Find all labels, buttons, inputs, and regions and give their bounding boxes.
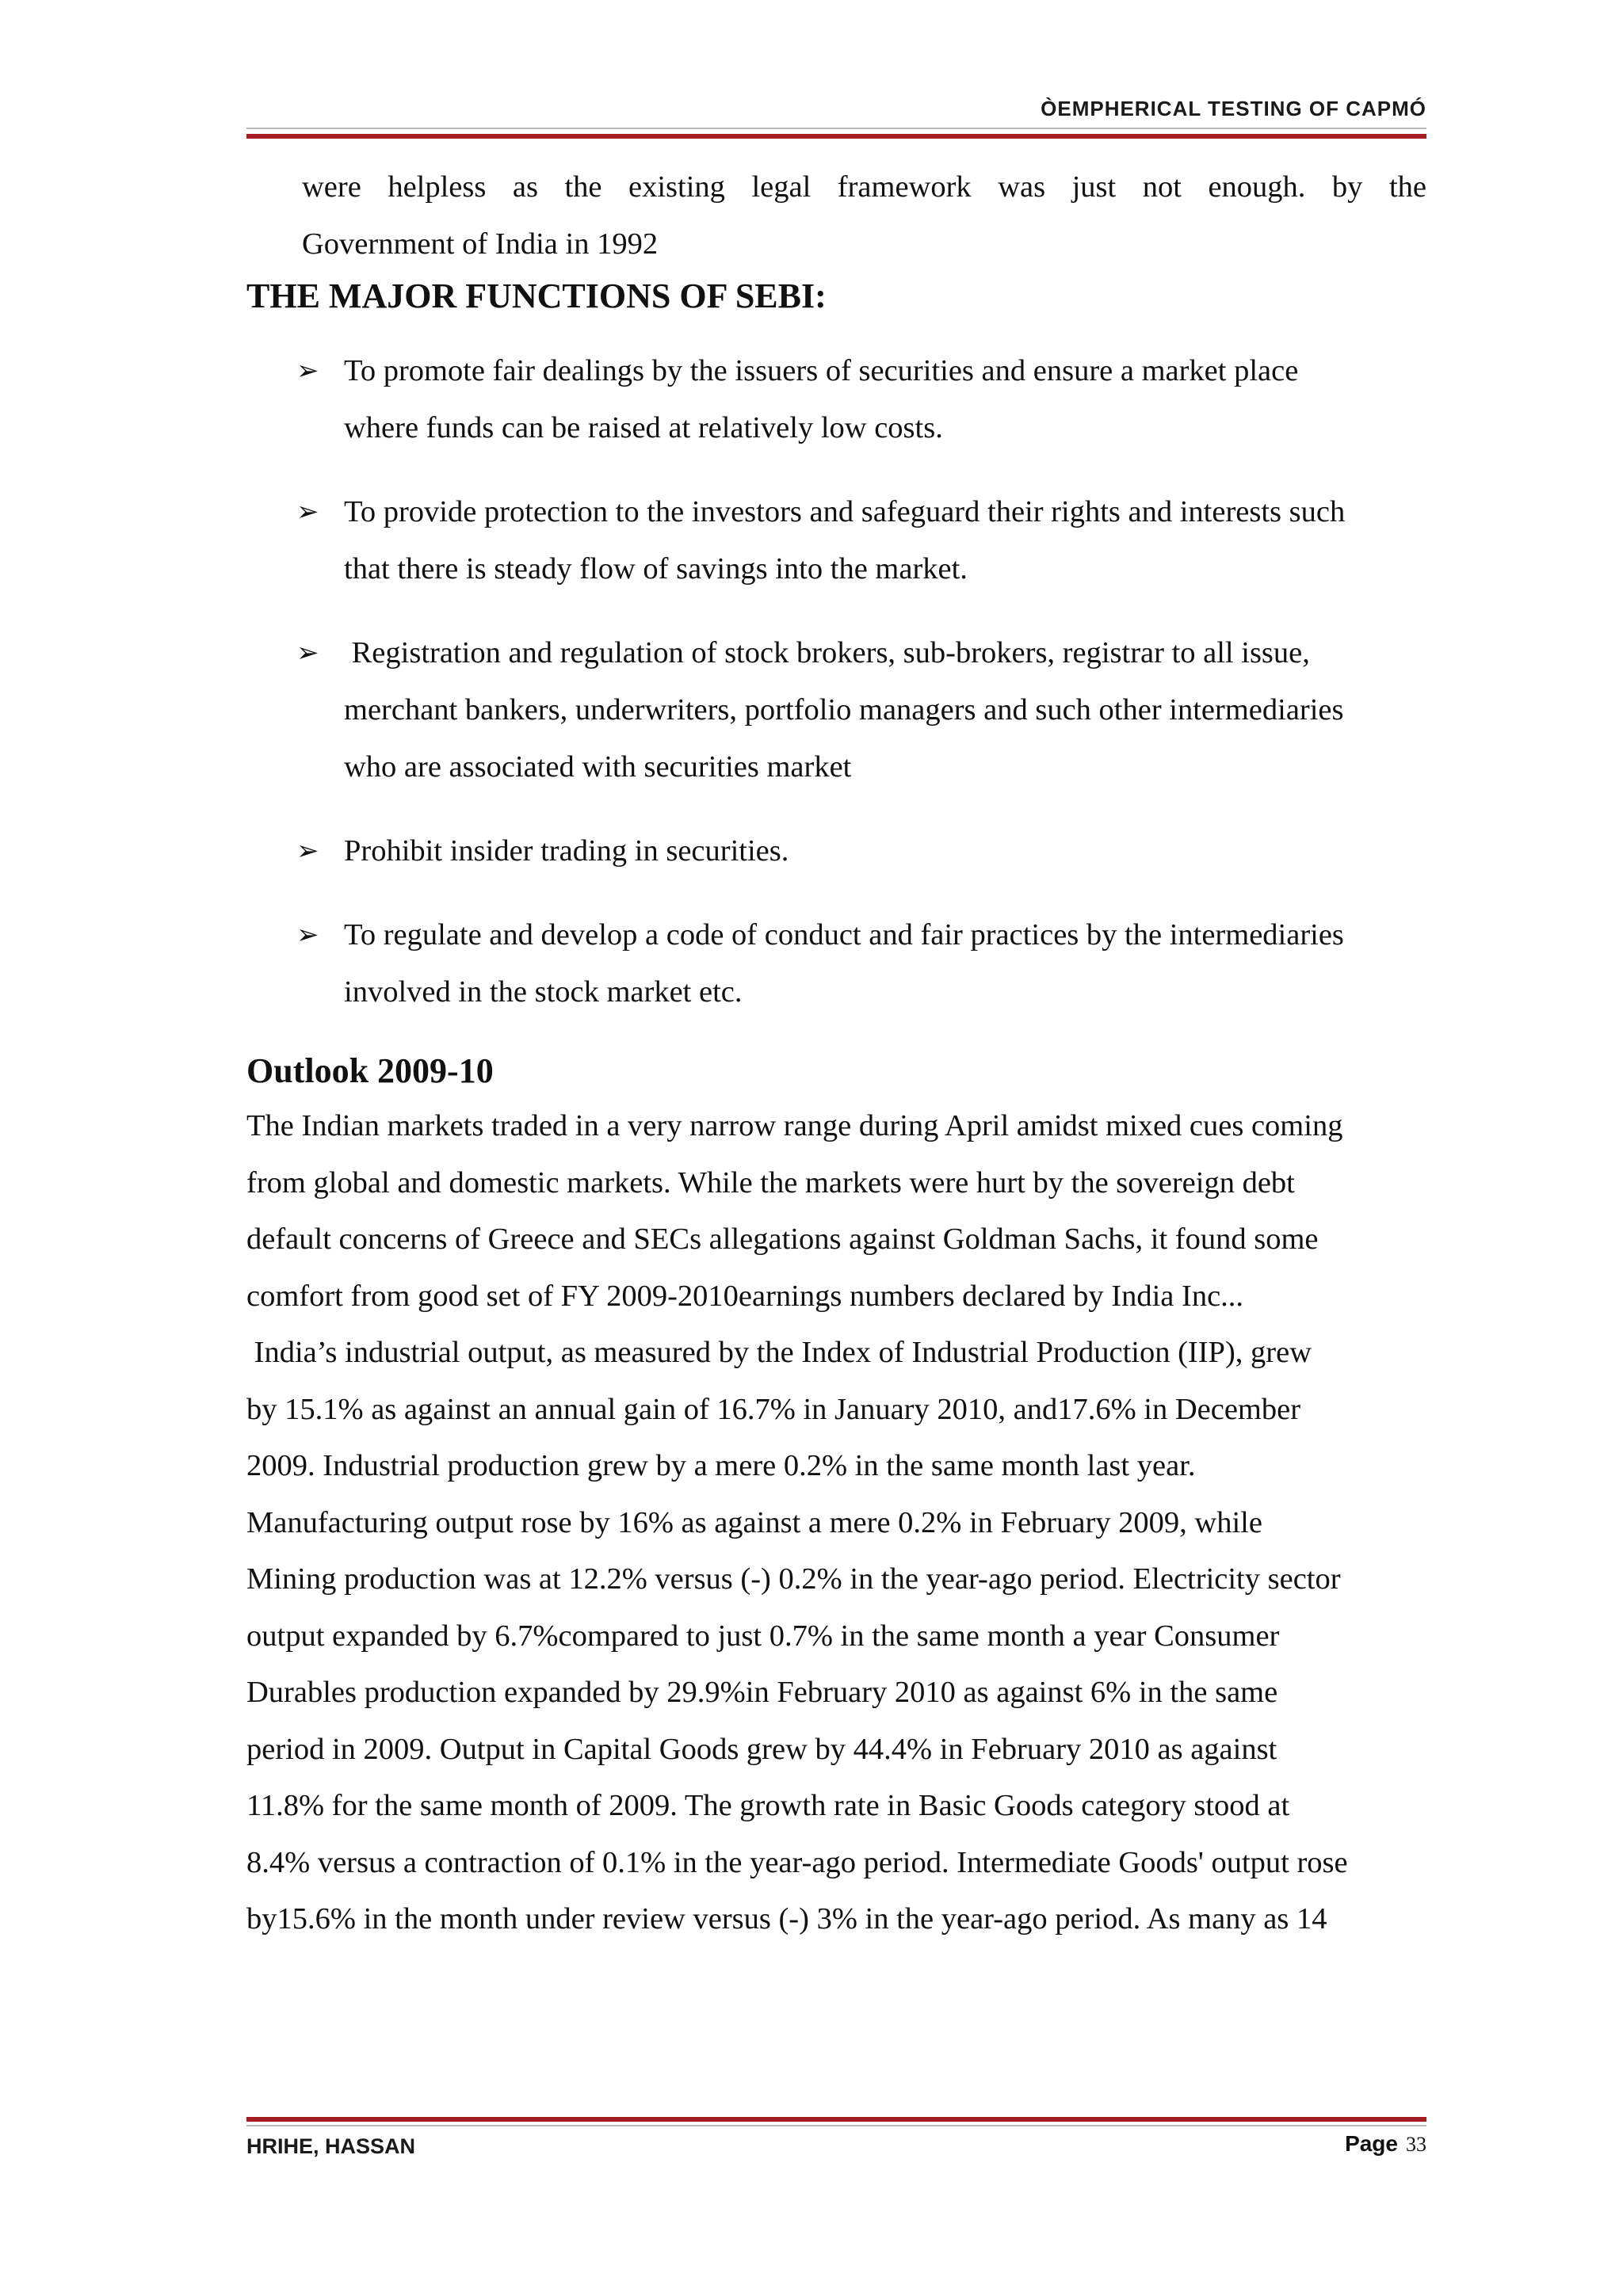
list-item-line: who are associated with securities market (344, 750, 852, 784)
paragraph-line: India’s industrial output, as measured by the Index of Industrial Production (IIP), grew (246, 1336, 1312, 1369)
footer-accent-rule (246, 2117, 1426, 2122)
header-accent-rule (246, 134, 1426, 139)
list-item-line: Registration and regulation of stock brokers, sub-brokers, registrar to all issue, (344, 636, 1310, 669)
list-item-line: To provide protection to the investors and safeguard their rights and interests such (344, 495, 1346, 528)
paragraph-line: default concerns of Greece and SECs allegations against Goldman Sachs, it found some (246, 1222, 1319, 1256)
list-item-line: where funds can be raised at relatively low costs. (344, 411, 943, 444)
paragraph-line: Manufacturing output rose by 16% as against a mere 0.2% in February 2009, while (246, 1505, 1262, 1539)
arrow-bullet-icon: ➢ (296, 637, 319, 669)
arrow-bullet-icon: ➢ (296, 355, 319, 387)
arrow-bullet-icon: ➢ (296, 835, 319, 867)
list-item-line: merchant bankers, underwriters, portfolio managers and such other intermediaries (344, 693, 1344, 727)
list-item-line: To regulate and develop a code of conduct and fair practices by the intermediaries (344, 918, 1344, 952)
list-item-line: To promote fair dealings by the issuers of securities and ensure a market place (344, 354, 1299, 387)
list-item-line: that there is steady flow of savings into the market. (344, 552, 968, 585)
functions-heading: THE MAJOR FUNCTIONS OF SEBI: (246, 277, 827, 315)
paragraph-line: period in 2009. Output in Capital Goods grew by 44.4% in February 2010 as against (246, 1732, 1277, 1766)
paragraph-line: by15.6% in the month under review versus (-) 3% in the year-ago period. As many as 14 (246, 1902, 1327, 1936)
list-item (246, 624, 1426, 795)
list-item (246, 342, 1426, 456)
paragraph-line: Durables production expanded by 29.9%in February 2010 as against 6% in the same (246, 1676, 1278, 1709)
intro-line-2: Government of India in 1992 (302, 227, 659, 261)
outlook-heading: Outlook 2009-10 (246, 1051, 494, 1090)
list-item (246, 906, 1426, 1020)
paragraph-line: comfort from good set of FY 2009-2010earnings numbers declared by India Inc... (246, 1279, 1244, 1313)
list-item-line: involved in the stock market etc. (344, 975, 743, 1009)
running-header-title: ÒEMPHERICAL TESTING OF CAPMÓ (1041, 97, 1426, 120)
arrow-bullet-icon: ➢ (296, 919, 319, 951)
list-item-line: Prohibit insider trading in securities. (344, 834, 789, 868)
outlook-paragraph (246, 1098, 1426, 1948)
page-number: 33 (1406, 2133, 1426, 2156)
header-thin-rule (246, 128, 1426, 129)
list-item (246, 822, 1426, 879)
intro-line-1: were helpless as the existing legal framework was just not enough. by the (302, 170, 1426, 204)
arrow-bullet-icon: ➢ (296, 496, 319, 528)
paragraph-line: from global and domestic markets. While the markets were hurt by the sovereign debt (246, 1165, 1295, 1199)
footer-thin-rule (246, 2125, 1426, 2126)
functions-list (246, 342, 1426, 1020)
paragraph-line: output expanded by 6.7%compared to just 0.7% in the same month a year Consumer (246, 1619, 1280, 1653)
paragraph-line: Mining production was at 12.2% versus (-) 0.2% in the year-ago period. Electricity sector (246, 1562, 1341, 1596)
page-content (246, 158, 1426, 1948)
paragraph-line: 11.8% for the same month of 2009. The growth rate in Basic Goods category stood at (246, 1789, 1290, 1822)
footer-page-indicator (1345, 2131, 1426, 2157)
paragraph-line: 2009. Industrial production grew by a mere 0.2% in the same month last year. (246, 1449, 1196, 1482)
footer-author: HRIHE, HASSAN (246, 2134, 416, 2158)
paragraph-line: The Indian markets traded in a very narrow range during April amidst mixed cues coming (246, 1109, 1343, 1142)
page-label: Page (1345, 2131, 1398, 2156)
paragraph-line: by 15.1% as against an annual gain of 16.7% in January 2010, and17.6% in December (246, 1392, 1301, 1426)
paragraph-line: 8.4% versus a contraction of 0.1% in the year-ago period. Intermediate Goods' output rose (246, 1845, 1348, 1879)
intro-paragraph (302, 158, 1426, 273)
list-item (246, 483, 1426, 597)
